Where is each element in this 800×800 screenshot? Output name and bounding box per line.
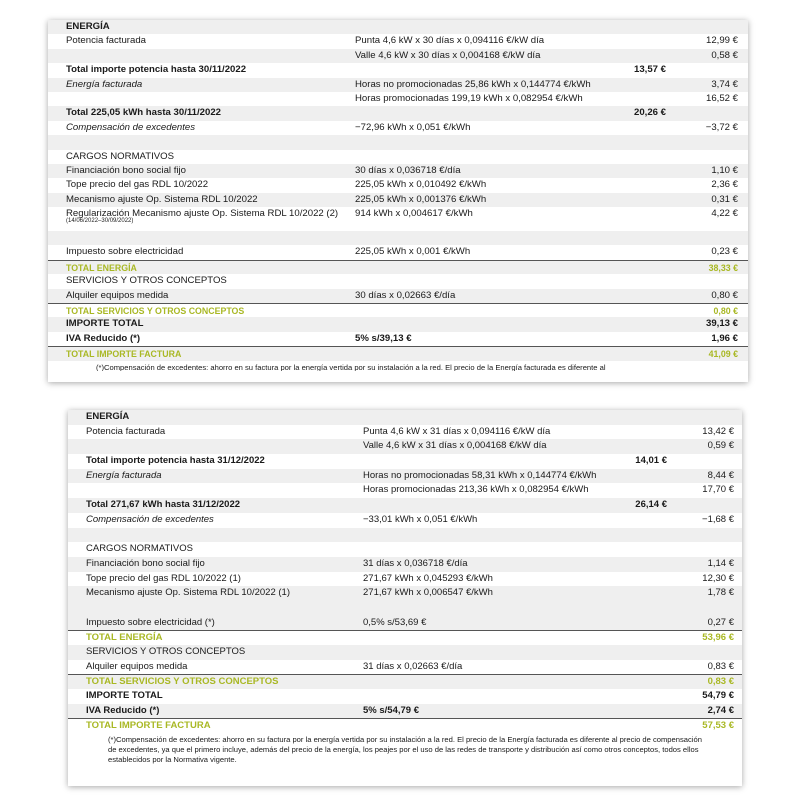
table-row [48, 193, 748, 207]
table-row [48, 289, 748, 303]
table-row [68, 483, 742, 498]
table-row [68, 586, 742, 601]
row-detail: Punta 4,6 kW x 30 días x 0,094116 €/kW día [355, 35, 545, 47]
row-detail: 5% s/54,79 € [363, 704, 419, 716]
row-label: Mecanismo ajuste Op. Sistema RDL 10/2022 [66, 193, 258, 205]
row-amount: 0,80 € [713, 306, 738, 317]
invoice-breakdown-november [48, 20, 748, 382]
row-detail: Horas no promocionadas 25,86 kWh x 0,144774 €/kWh [355, 78, 591, 90]
row-label: Energía facturada [66, 78, 143, 90]
row-subtotal: 13,57 € [633, 64, 666, 76]
table-row [48, 121, 748, 135]
row-amount: 0,59 € [707, 440, 734, 452]
row-amount: 57,53 € [702, 720, 734, 732]
row-amount: 12,99 € [705, 35, 738, 47]
row-detail: −33,01 kWh x 0,051 €/kWh [363, 513, 478, 525]
row-amount: 41,09 € [708, 349, 738, 360]
row-amount: −1,68 € [702, 513, 734, 525]
table-row [68, 557, 742, 572]
row-detail: −72,96 kWh x 0,051 €/kWh [355, 121, 471, 133]
table-row [68, 528, 742, 543]
row-detail: 225,05 kWh x 0,010492 €/kWh [355, 179, 487, 191]
row-detail: 31 días x 0,036718 €/día [363, 557, 468, 569]
row-subtotal: 20,26 € [633, 107, 666, 119]
row-detail: Valle 4,6 kW x 30 días x 0,004168 €/kW día [355, 49, 541, 61]
table-row [68, 513, 742, 528]
row-amount: 2,74 € [707, 704, 734, 716]
row-amount: 39,13 € [705, 318, 738, 330]
row-label: TOTAL IMPORTE FACTURA [86, 720, 211, 732]
table-row [68, 660, 742, 675]
row-amount: 2,36 € [711, 179, 738, 191]
table-row [48, 346, 748, 360]
row-amount: 0,83 € [707, 676, 734, 688]
table-row [48, 332, 748, 346]
footnote: (*)Compensación de excedentes: ahorro en su factura por la energía vertida por su instalación a la red. El precio de la Energía facturada es diferente al precio de compensación de excedentes, ya que el primero incluye, además del precio de la energía, los peajes por el uso de las redes de transporte y distribución así como otros conceptos, todos ellos establecidos por la Normativa vigente. [108, 735, 702, 765]
row-amount: 1,14 € [707, 557, 734, 569]
row-label: SERVICIOS Y OTROS CONCEPTOS [66, 275, 227, 287]
row-detail: 271,67 kWh x 0,006547 €/kWh [363, 587, 493, 599]
row-amount: 1,96 € [711, 332, 738, 344]
table-row [68, 498, 742, 513]
row-label: Impuesto sobre electricidad [66, 246, 184, 258]
row-label: ENERGÍA [86, 411, 130, 422]
row-detail: 914 kWh x 0,004617 €/kWh [355, 208, 473, 220]
table-row [48, 274, 748, 288]
table-row [48, 63, 748, 77]
row-label: Tope precio del gas RDL 10/2022 (1) [86, 572, 241, 584]
table-row [48, 164, 748, 178]
row-amount: 38,33 € [708, 262, 738, 273]
row-label: Alquiler equipos medida [66, 289, 169, 301]
table-row [48, 150, 748, 164]
table-row [68, 454, 742, 469]
row-label: Total importe potencia hasta 30/11/2022 [66, 64, 247, 76]
row-amount: 4,22 € [711, 208, 738, 220]
table-row [68, 542, 742, 557]
table-row [68, 425, 742, 440]
row-label: Tope precio del gas RDL 10/2022 [66, 179, 209, 191]
row-amount: 0,80 € [711, 289, 738, 301]
table-row [68, 630, 742, 645]
row-label: IVA Reducido (*) [86, 704, 160, 716]
table-row [68, 601, 742, 616]
table-row [48, 178, 748, 192]
row-label: IVA Reducido (*) [66, 332, 141, 344]
row-label: Total 225,05 kWh hasta 30/11/2022 [66, 107, 222, 119]
row-period-note: (14/06/2022–30/09/2022) [66, 218, 134, 225]
row-label: Impuesto sobre electricidad (*) [86, 616, 215, 628]
row-amount: 53,96 € [702, 632, 734, 644]
table-row [68, 616, 742, 631]
row-detail: Horas no promocionadas 58,31 kWh x 0,144774 €/kWh [363, 469, 597, 481]
table-row [68, 439, 742, 454]
row-label: TOTAL IMPORTE FACTURA [66, 349, 182, 360]
row-amount: 1,78 € [707, 587, 734, 599]
table-row [48, 49, 748, 63]
row-detail: 225,05 kWh x 0,001376 €/kWh [355, 193, 487, 205]
row-amount: 12,30 € [702, 572, 734, 584]
row-label: TOTAL ENERGÍA [86, 632, 163, 644]
row-label: Financiación bono social fijo [86, 557, 205, 569]
row-label: TOTAL SERVICIOS Y OTROS CONCEPTOS [66, 306, 245, 317]
row-detail: 225,05 kWh x 0,001 €/kWh [355, 246, 471, 258]
row-label: Mecanismo ajuste Op. Sistema RDL 10/2022 (1) [86, 587, 290, 599]
row-detail: 271,67 kWh x 0,045293 €/kWh [363, 572, 493, 584]
row-subtotal: 26,14 € [635, 499, 667, 511]
row-detail: 30 días x 0,02663 €/día [355, 289, 456, 301]
row-label: SERVICIOS Y OTROS CONCEPTOS [86, 646, 246, 657]
row-label: CARGOS NORMATIVOS [86, 543, 193, 555]
table-row [68, 645, 742, 660]
row-amount: 13,42 € [702, 425, 734, 437]
row-detail: Punta 4,6 kW x 31 días x 0,094116 €/kW día [363, 425, 551, 437]
table-row [48, 106, 748, 120]
row-label: TOTAL ENERGÍA [66, 262, 137, 273]
table-row [68, 689, 742, 704]
table-row [48, 317, 748, 331]
row-amount: 17,70 € [702, 484, 734, 496]
table-row [68, 410, 742, 425]
table-row [68, 704, 742, 719]
invoice-breakdown-december [68, 410, 742, 786]
table-row [48, 245, 748, 259]
row-amount: 0,31 € [711, 193, 738, 205]
invoice-rows [68, 410, 742, 733]
row-amount: 3,74 € [711, 78, 738, 90]
table-row [48, 260, 748, 274]
row-label: IMPORTE TOTAL [66, 318, 144, 330]
table-row [48, 92, 748, 106]
table-row [68, 572, 742, 587]
row-amount: 8,44 € [707, 469, 734, 481]
row-label: Compensación de excedentes [66, 121, 196, 133]
row-label: Total importe potencia hasta 31/12/2022 [86, 455, 265, 467]
row-label: IMPORTE TOTAL [86, 690, 163, 702]
table-row [68, 718, 742, 733]
row-amount: −3,72 € [705, 121, 738, 133]
row-amount: 54,79 € [702, 690, 734, 702]
row-detail: Valle 4,6 kW x 31 días x 0,004168 €/kW día [363, 440, 547, 452]
invoice-rows [48, 20, 748, 361]
table-row [48, 207, 748, 231]
row-label: Total 271,67 kWh hasta 31/12/2022 [86, 499, 241, 511]
row-label: Compensación de excedentes [86, 513, 214, 525]
row-label: ENERGÍA [66, 21, 110, 32]
row-detail: 5% s/39,13 € [355, 332, 412, 344]
row-label: Potencia facturada [66, 35, 147, 47]
table-row [68, 674, 742, 689]
table-row [48, 20, 748, 34]
row-label: Potencia facturada [86, 425, 166, 437]
table-row [48, 231, 748, 245]
row-amount: 16,52 € [705, 92, 738, 104]
row-detail: 30 días x 0,036718 €/día [355, 164, 461, 176]
row-label: CARGOS NORMATIVOS [66, 150, 175, 162]
row-detail: 31 días x 0,02663 €/día [363, 660, 463, 672]
row-subtotal: 14,01 € [635, 455, 667, 467]
row-amount: 0,58 € [711, 49, 738, 61]
row-amount: 0,23 € [711, 246, 738, 258]
table-row [48, 135, 748, 149]
footnote: (*)Compensación de excedentes: ahorro en su factura por la energía vertida por su instalación a la red. El precio de la Energía facturada es diferente al [96, 362, 606, 371]
row-label: Regularización Mecanismo ajuste Op. Sistema RDL 10/2022 (2) [66, 208, 339, 220]
table-row [48, 34, 748, 48]
row-amount: 0,27 € [707, 616, 734, 628]
row-detail: 0,5% s/53,69 € [363, 616, 427, 628]
row-label: Energía facturada [86, 469, 162, 481]
table-row [48, 78, 748, 92]
row-label: Alquiler equipos medida [86, 660, 188, 672]
table-row [48, 303, 748, 317]
row-label: TOTAL SERVICIOS Y OTROS CONCEPTOS [86, 676, 279, 688]
row-amount: 1,10 € [711, 164, 738, 176]
row-detail: Horas promocionadas 199,19 kWh x 0,082954 €/kWh [355, 92, 583, 104]
row-amount: 0,83 € [707, 660, 734, 672]
row-detail: Horas promocionadas 213,36 kWh x 0,082954 €/kWh [363, 484, 589, 496]
table-row [68, 469, 742, 484]
row-label: Financiación bono social fijo [66, 164, 186, 176]
